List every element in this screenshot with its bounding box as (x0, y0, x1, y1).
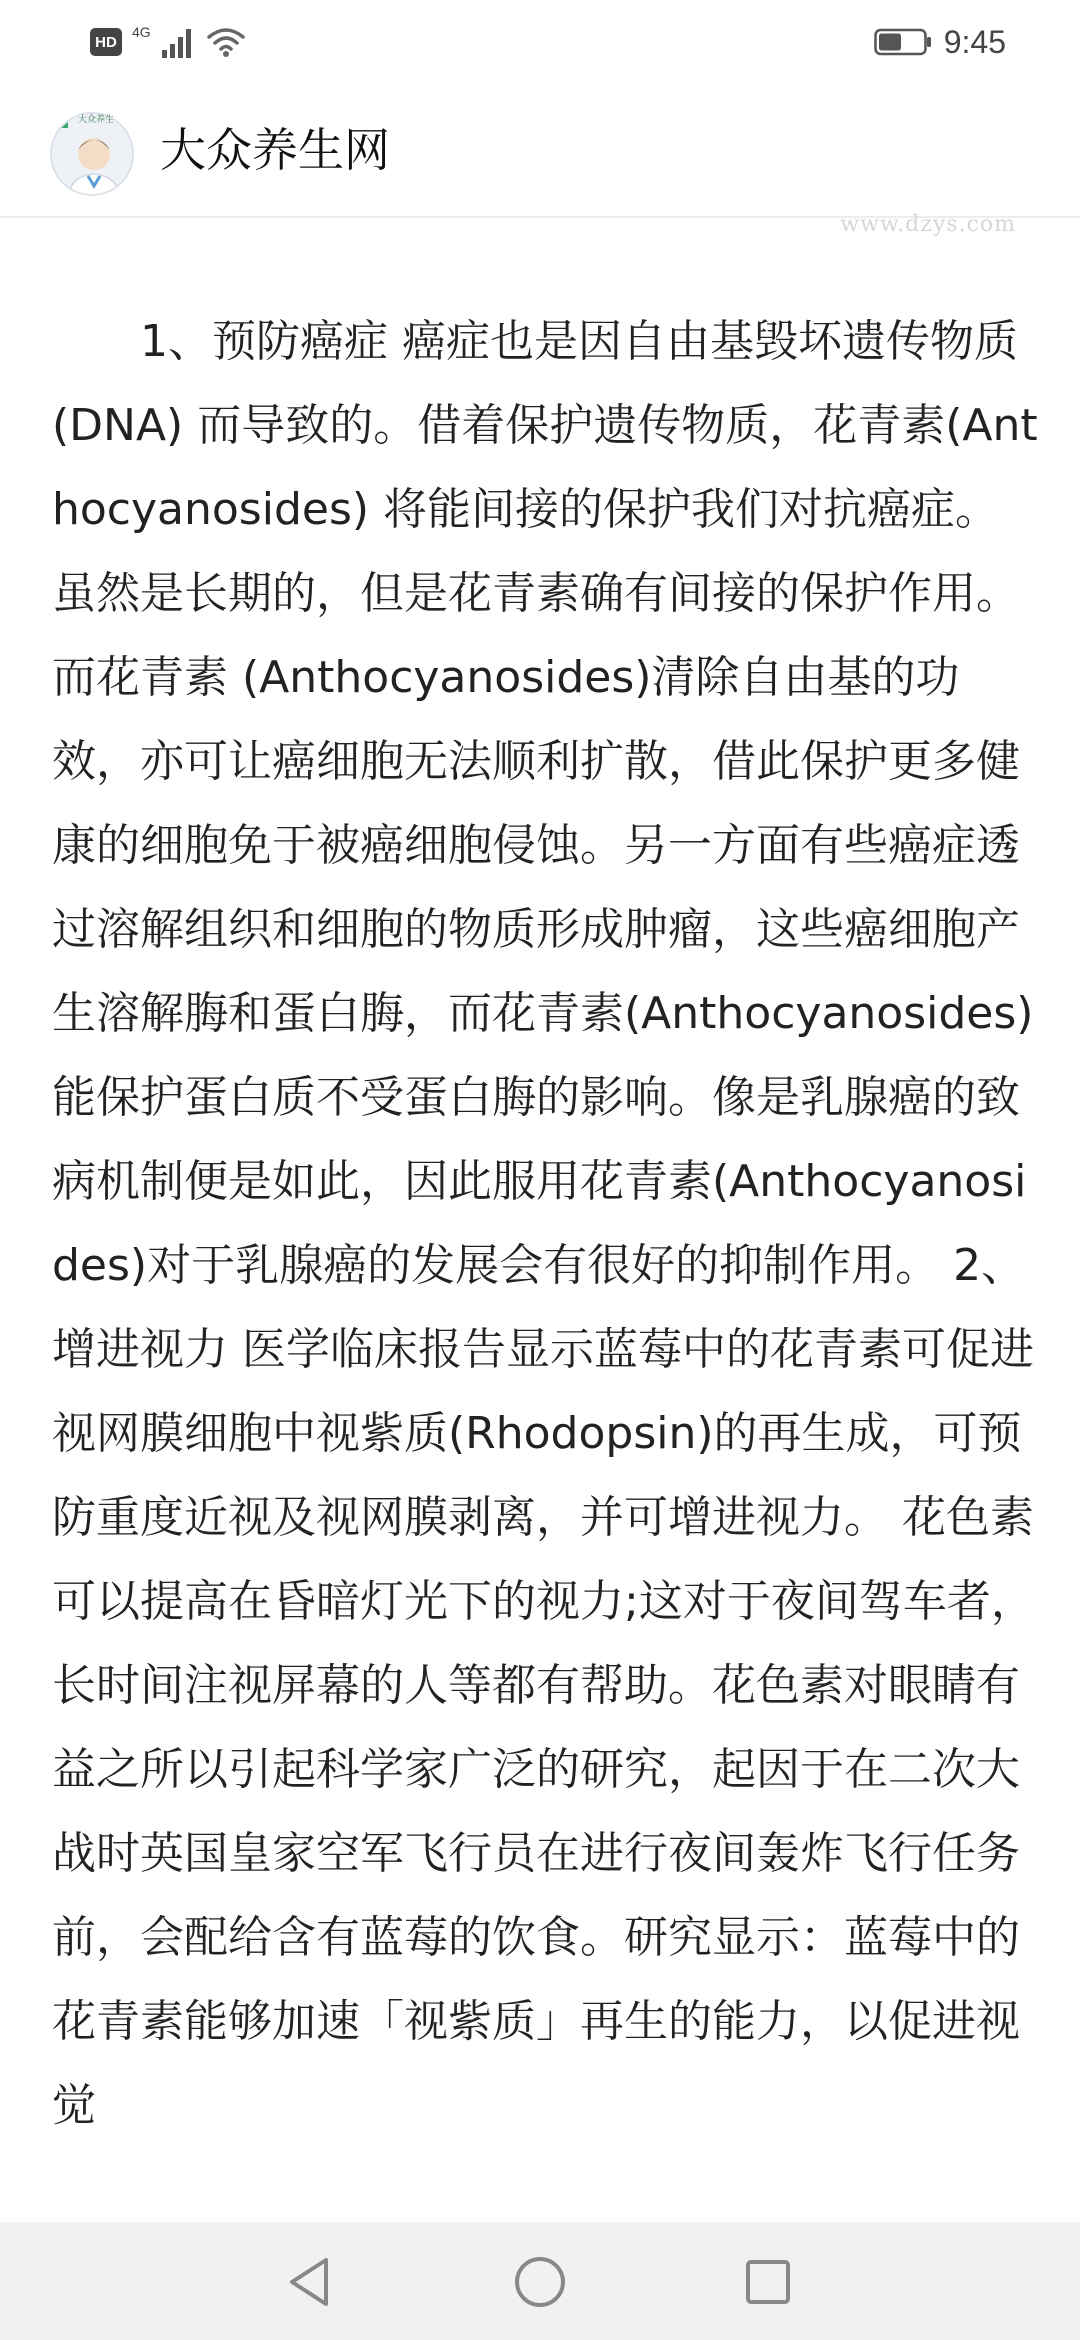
home-button[interactable] (502, 2244, 578, 2320)
avatar-logo-text: 大众养生 (78, 115, 115, 125)
doctor-avatar-icon (52, 114, 134, 196)
article-body: 1、预防癌症 癌症也是因自由基毁坏遗传物质 (DNA) 而导致的。借着保护遗传物质，花青素(Anthocyanosides) 将能间接的保护我们对抗癌症。虽然是长期的，但是花青素确有间接的保护作用。而花青素 (Anthocyanosides)清除自由基的功效，亦可让癌细胞无法顺利扩散，借此保护更多健康的细胞免于被癌细胞侵蚀。另一方面有些癌症透过溶解组织和细胞的物质形成肿瘤，这些癌细胞产生溶解脢和蛋白脢，而花青素(Anthocyanosides)能保护蛋白质不受蛋白脢的影响。像是乳腺癌的致病机制便是如此，因此服用花青素(Anthocyanosides)对于乳腺癌的发展会有很好的抑制作用。 2、增进视力 医学临床报告显示蓝莓中的花青素可促进视网膜细胞中视紫质(Rhodopsin)的再生成，可预防重度近视及视网膜剥离，并可增进视力。 花色素可以提高在昏暗灯光下的视力;这对于夜间驾车者，长时间注视屏幕的人等都有帮助。花色素对眼睛有益之所以引起科学家广泛的研究，起因于在二次大战时英国皇家空军飞行员在进行夜间轰炸飞行任务前，会配给含有蓝莓的饮食。研究显示：蓝莓中的花青素能够加速「视紫质」再生的能力，以促进视觉 (52, 316, 1038, 2131)
battery-icon (874, 27, 932, 57)
back-button[interactable] (272, 2244, 348, 2320)
recents-button[interactable] (730, 2244, 806, 2320)
watermark-text: www.dzys.com (840, 212, 1016, 237)
site-title[interactable]: 大众养生网 (160, 123, 390, 177)
status-right-group (874, 22, 1006, 62)
status-time: 9:45 (943, 23, 1006, 60)
status-bar (0, 0, 1080, 84)
wifi-icon (207, 26, 245, 58)
network-type-label: 4G (132, 24, 151, 40)
home-circle-icon (512, 2254, 568, 2310)
system-nav-bar (0, 2222, 1080, 2340)
hd-badge: HD (90, 28, 122, 56)
recents-square-icon (740, 2254, 796, 2310)
back-triangle-icon (282, 2254, 338, 2310)
site-header (0, 84, 1080, 237)
status-left-group (90, 22, 245, 62)
signal-bars-icon (161, 26, 197, 58)
